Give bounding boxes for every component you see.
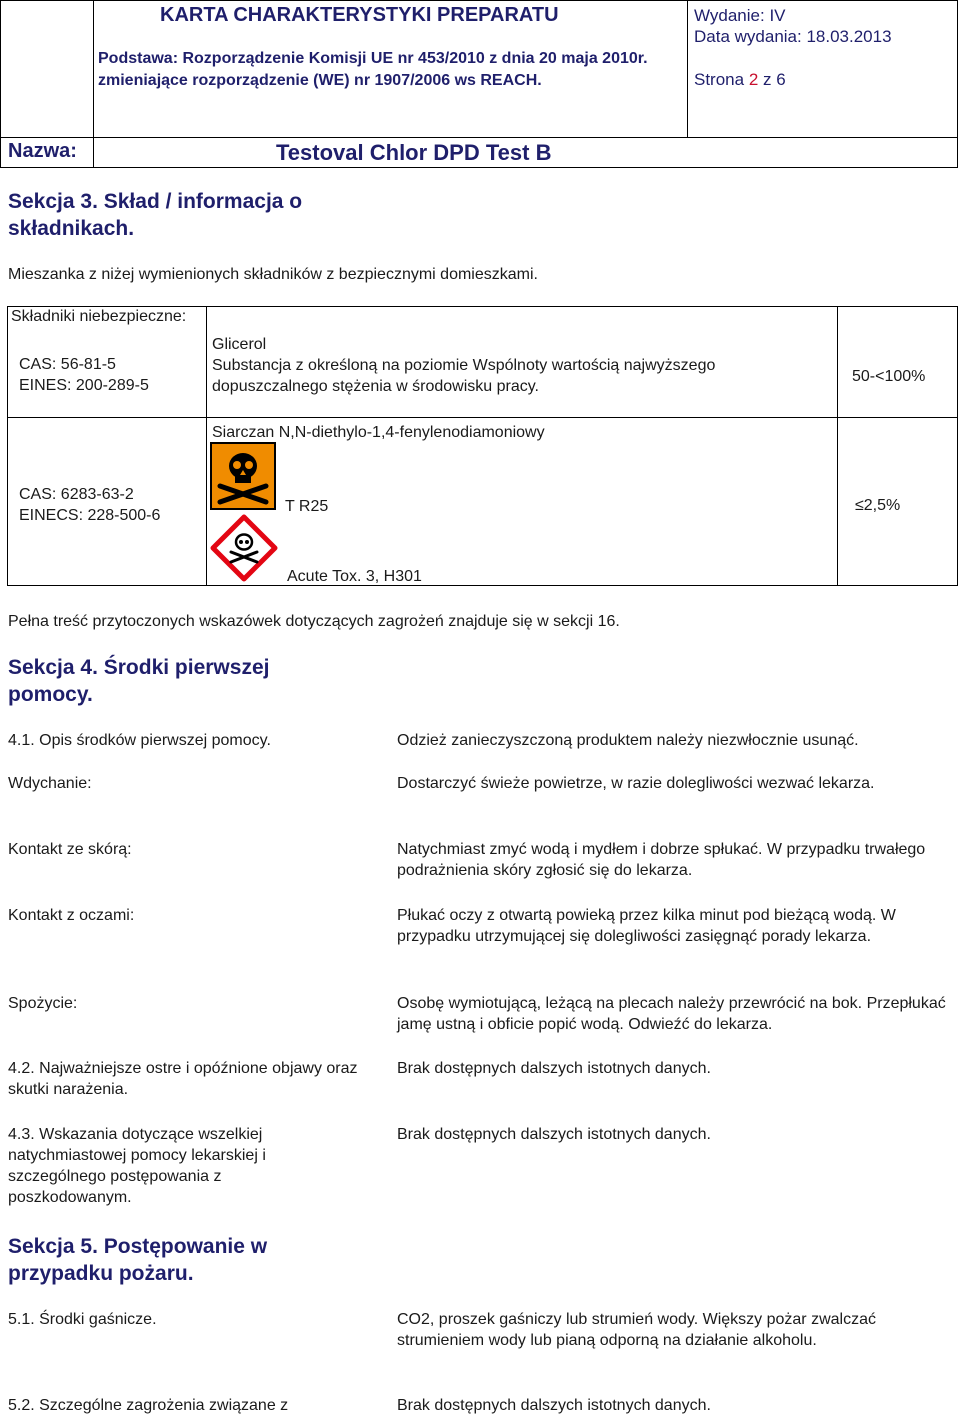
table-caption: Składniki niebezpieczne:: [11, 308, 187, 325]
component-1-concentration: 50-<100%: [852, 368, 926, 385]
component-1-cas: CAS: 56-81-5: [19, 356, 116, 373]
s5-label-5-1: 5.1. Środki gaśnicze.: [8, 1311, 157, 1328]
edition: Wydanie: IV: [694, 6, 786, 25]
product-name: Testoval Chlor DPD Test B: [276, 140, 552, 165]
s4-text-4-2: Brak dostępnych dalszych istotnych danych.: [397, 1060, 711, 1077]
current-page: 2: [748, 70, 759, 89]
s5-text-5-1: CO2, proszek gaśniczy lub strumień wody. Większy pożar zwalczać strumieniem wody lub pianą odporną na działanie alkoholu.: [397, 1311, 876, 1349]
s4-text-skin: Natychmiast zmyć wodą i mydłem i dobrze spłukać. W przypadku trwałego podrażnienia skóry zgłosić się do lekarza.: [397, 841, 926, 879]
product-name-label: Nazwa:: [8, 140, 77, 162]
component-1-name: Glicerol: [212, 336, 267, 353]
document-title: KARTA CHARAKTERYSTYKI PREPARATU: [160, 4, 559, 26]
s4-text-4-1: Odzież zanieczyszczoną produktem należy niezwłocznie usunąć.: [397, 732, 859, 749]
component-2-cas: CAS: 6283-63-2: [19, 486, 134, 503]
s4-label-inhalation: Wdychanie:: [8, 775, 92, 792]
components-table: [7, 306, 958, 586]
issue-date: Data wydania: 18.03.2013: [694, 27, 892, 46]
s5-text-5-2: Brak dostępnych dalszych istotnych danych.: [397, 1397, 711, 1414]
component-1-ec: EINES: 200-289-5: [19, 377, 149, 394]
s4-text-ingestion: Osobę wymiotującą, leżącą na plecach należy przewrócić na bok. Przepłukać jamę ustną i obficie popić wodą. Odwieźć do lekarza.: [397, 995, 946, 1033]
toxic-skull-orange-icon: [210, 442, 276, 510]
component-2-clp-classification: Acute Tox. 3, H301: [287, 568, 422, 585]
s4-label-4-1: 4.1. Opis środków pierwszej pomocy.: [8, 732, 271, 749]
logo-cell: [1, 1, 94, 138]
s4-label-eyes: Kontakt z oczami:: [8, 907, 135, 924]
s4-text-eyes: Płukać oczy z otwartą powieką przez kilka minut pod bieżącą wodą. W przypadku utrzymującej się dolegliwości zasięgnąć porady lekarza.: [397, 907, 896, 945]
s4-label-ingestion: Spożycie:: [8, 995, 78, 1012]
component-2-dsd-classification: T R25: [285, 498, 329, 515]
section3-title: Sekcja 3. Skład / informacja o składnikach.: [8, 190, 303, 240]
s4-label-skin: Kontakt ze skórą:: [8, 841, 132, 858]
component-2-concentration: ≤2,5%: [855, 497, 901, 514]
section4-title: Sekcja 4. Środki pierwszej pomocy.: [8, 656, 270, 706]
ghs06-skull-diamond-icon: [210, 514, 278, 582]
component-1-description: Substancja z określoną na poziomie Wspólnoty wartością najwyższego dopuszczalnego stężenia w środowisku pracy.: [212, 357, 716, 395]
section5-title: Sekcja 5. Postępowanie w przypadku pożaru.: [8, 1235, 268, 1285]
s4-text-inhalation: Dostarczyć świeże powietrze, w razie dolegliwości wezwać lekarza.: [397, 775, 875, 792]
component-2-ec: EINECS: 228-500-6: [19, 507, 161, 524]
s4-label-4-3: 4.3. Wskazania dotyczące wszelkiej natychmiastowej pomocy lekarskiej i szczególnego postępowania z poszkodowanym.: [8, 1126, 266, 1206]
s4-label-4-2: 4.2. Najważniejsze ostre i opóźnione objawy oraz skutki narażenia.: [8, 1060, 358, 1098]
page-number: Strona 2 z 6: [694, 70, 786, 89]
s4-text-4-3: Brak dostępnych dalszych istotnych danych.: [397, 1126, 711, 1143]
s5-label-5-2: 5.2. Szczególne zagrożenia związane z: [8, 1397, 289, 1414]
component-2-name: Siarczan N,N-diethylo-1,4-fenylenodiamoniowy: [212, 424, 545, 441]
section3-intro: Mieszanka z niżej wymienionych składników z bezpiecznymi domieszkami.: [8, 266, 538, 283]
section3-footnote: Pełna treść przytoczonych wskazówek dotyczących zagrożeń znajduje się w sekcji 16.: [8, 613, 620, 630]
regulation-basis: Podstawa: Rozporządzenie Komisji UE nr 453/2010 z dnia 20 maja 2010r. zmieniające rozporządzenie (WE) nr 1907/2006 ws REACH.: [98, 50, 648, 89]
